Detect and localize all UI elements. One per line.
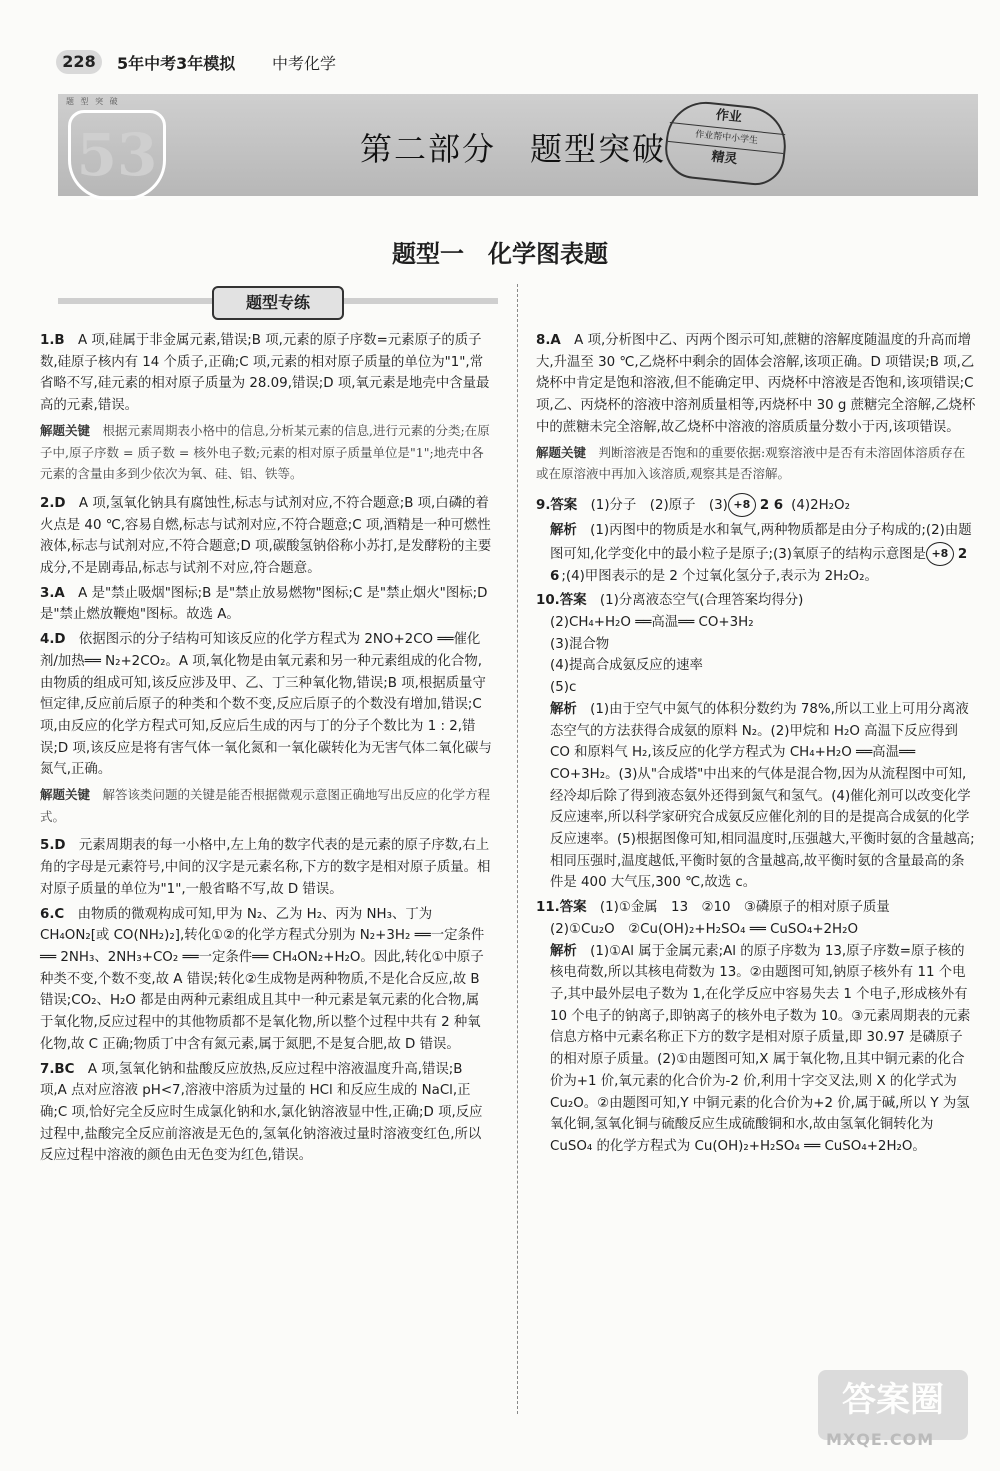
answer-line: (4)提高合成氨反应的速率 bbox=[550, 658, 703, 674]
item-text: 依据图示的分子结构可知该反应的化学方程式为 2NO+2CO ══催化剂/加热══ N₂+2CO₂。A 项,氧化物是由氧元素和另一种元素组成的化合物,由物质的组成可知,该反应涉及甲、乙、丁三种氧化物,错误;B 项,根据质量守恒定律,反应前后原子的种类和个数不变,反应后原子的个数没有增加,错误;C 项,由反应的化学方程式可知,反应后生成的丙与丁的分子个数比为 1 : 2,错误;D 项,该反应是将有害气体一氧化氮和一氧化碳转化为无害气体二氧化碳与氮气,正确。 bbox=[40, 632, 492, 778]
analysis-label: 解析 bbox=[550, 943, 577, 959]
watermark-logo: 答案圈 bbox=[818, 1370, 968, 1440]
analysis-text: (1)①Al 属于金属元素;Al 的原子序数为 13,原子序数=原子核的核电荷数,所以其核电荷数为 13。②由题图可知,钠原子核外有 11 个电子,其中最外层电子数为 1,在化学反应中容易失去 1 个电子,形成核外有 10 个电子的钠离子,即钠离子的核外电子数为 10。③元素周期表的元素信息方格中元素名称正下方的数字是相对原子质量,即 30.97 是磷原子的相对原子质量。(2)①由题图可知,X 属于氧化物,且其中铜元素的化合价为+1 价,氧元素的化合价为-2 价,利用十字交叉法,则 X 的化学式为 Cu₂O。②由题图可知,Y 中铜元素的化合价为+2 价,属于碱,所以 Y 为氢氧化铜,氢氧化铜与硫酸反应生成硫酸铜和水,故由氢氧化铜转化为 CuSO₄ 的化学方程式为 Cu(OH)₂+H₂SO₄ ══ CuSO₄+2H₂O。 bbox=[550, 943, 971, 1154]
answer-line: (2)CH₄+H₂O ══高温══ CO+3H₂ bbox=[550, 615, 754, 631]
item-number: 5.D bbox=[40, 838, 66, 854]
solution-tip bbox=[40, 420, 492, 485]
answer-line: (3)混合物 bbox=[550, 636, 610, 652]
answer-item bbox=[40, 904, 492, 1056]
series-title: 5年中考3年模拟 bbox=[117, 54, 236, 73]
item-number: 1.B bbox=[40, 333, 65, 348]
item-number: 6.C bbox=[40, 906, 65, 922]
practice-badge: 题型专练 bbox=[212, 286, 344, 320]
atom-shells: 2 6 bbox=[759, 497, 784, 513]
section-title: 题型一 化学图表题 bbox=[392, 239, 608, 268]
item-text-tail: (4)2H₂O₂ bbox=[791, 497, 850, 513]
answer-item bbox=[40, 583, 492, 626]
item-number: 11.答案 bbox=[536, 900, 587, 916]
left-column bbox=[40, 330, 492, 1170]
analysis bbox=[536, 520, 976, 587]
item-text: A 是"禁止吸烟"图标;B 是"禁止放易燃物"图标;C 是"禁止烟火"图标;D 是"禁止燃放鞭炮"图标。故选 A。 bbox=[40, 585, 488, 623]
answer-item bbox=[40, 330, 492, 417]
item-number: 4.D bbox=[40, 632, 66, 648]
analysis-text: (1)由于空气中氮气的体积分数约为 78%,所以工业上可用分离液态空气的方法获得合成氨的原料 N₂。(2)甲烷和 H₂O 高温下反应得到 CO 和原料气 H₂,该反应的化学方程式为 CH₄+H₂O ══高温══ CO+3H₂。(3)从"合成塔"中出来的气体是混合物,因为从流程图中可知,经冷却后除了得到液态氨外还得到氮气和氢气。(4)催化剂可以改变化学反应速率,所以科学家研究合成氨反应催化剂的目的是提高合成氨的化学反应速率。(5)根据图像可知,相同温度时,压强越大,平衡时氨的含量越高;相同压强时,温度越低,平衡时氨的含量越高,故平衡时氨的含量最高的条件是 400 大气压,300 ℃,故选 c。 bbox=[550, 701, 975, 891]
item-number: 7.BC bbox=[40, 1061, 75, 1077]
item-number: 8.A bbox=[536, 333, 561, 348]
answer-item bbox=[40, 835, 492, 900]
part-title: 第二部分 题型突破 bbox=[360, 130, 667, 168]
stamp-line-1: 作业 bbox=[715, 107, 743, 126]
tip-text: 判断溶液是否饱和的重要依据:观察溶液中是否有未溶固体溶质存在或在原溶液中再加入该溶质,观察其是否溶解。 bbox=[536, 444, 966, 482]
stamp-seal bbox=[662, 98, 789, 188]
item-text: 由物质的微观构成可知,甲为 N₂、乙为 H₂、丙为 NH₃、丁为 CH₄ON₂[或 CO(NH₂)₂],转化①②的化学方程式分别为 N₂+3H₂ ══一定条件══ 2NH₃、2NH₃+CO₂ ══一定条件══ CH₄ON₂+H₂O。因此,转化①中原子种类不变,个数不变,故 A 错误;转化②生成物是两种物质,不是化合反应,故 B 错误;CO₂、H₂O 都是由两种元素组成且其中一种元素是氧元素的化合物,属于氧化物,反应过程中的其他物质都不是氧化物,所以整个过程中共有 2 种氧化物,故 C 正确;物质丁中含有氮元素,属于氮肥,不是复合肥,故 D 错误。 bbox=[40, 906, 485, 1052]
item-text: A 项,氢氧化钠和盐酸反应放热,反应过程中溶液温度升高,错误;B 项,A 点对应溶液 pH<7,溶液中溶质为过量的 HCl 和反应生成的 NaCl,正确;C 项,恰好完全反应时生成氯化钠和水,氯化钠溶液显中性,正确;D 项,反应过程中,盐酸完全反应前溶液是无色的,氢氧化钠溶液过量时溶液变红色,所以反应过程中溶液的颜色由无色变为红色,错误。 bbox=[40, 1061, 483, 1164]
atom-diagram: +8 bbox=[728, 493, 756, 517]
solution-tip bbox=[40, 784, 492, 827]
item-text: A 项,氢氧化钠具有腐蚀性,标志与试剂对应,不符合题意;B 项,白磷的着火点是 40 ℃,容易自燃,标志与试剂对应,不符合题意;C 项,酒精是一种可燃性液体,标志与试剂对应,不符合题意;D 项,碳酸氢钠俗称小苏打,是发酵粉的主要成分,不是剧毒品,标志与试剂不对应,符合题意。 bbox=[40, 495, 492, 577]
item-number: 3.A bbox=[40, 585, 65, 601]
answer-line: (1)分离液态空气(合理答案均得分) bbox=[599, 593, 804, 609]
answer-item bbox=[40, 493, 492, 580]
stamp-line-3: 精灵 bbox=[710, 149, 739, 168]
column-divider bbox=[517, 284, 518, 1414]
answer-line: (5)c bbox=[550, 680, 577, 696]
analysis bbox=[536, 941, 976, 1158]
item-text: A 项,分析图中乙、丙两个图示可知,蔗糖的溶解度随温度的升高而增大,升温至 30 ℃,乙烧杯中剩余的固体会溶解,该项正确。D 项错误;B 项,乙烧杯中肯定是饱和溶液,但不能确定甲、丙烧杯中溶液是否饱和,该项错误;C 项,乙、丙烧杯的溶液中溶剂质量相等,丙烧杯中 30 g 蔗糖完全溶解,乙烧杯中的蔗糖未完全溶解,故乙烧杯中溶液的溶质质量分数小于丙,该项错误。 bbox=[536, 333, 976, 435]
banner-tags: 题 型 突 破 bbox=[66, 97, 120, 106]
answer-item bbox=[536, 897, 976, 919]
analysis-text: (1)丙图中的物质是水和氧气,两种物质都是由分子构成的;(2)由题图可知,化学变化中的最小粒子是原子;(3)氧原子的结构示意图是 bbox=[550, 522, 972, 562]
item-number: 10.答案 bbox=[536, 593, 587, 609]
item-number: 9.答案 bbox=[536, 497, 578, 513]
subject-title: 中考化学 bbox=[272, 54, 337, 73]
solution-tip bbox=[536, 442, 976, 485]
answer-line: (1)①金属 13 ②10 ③磷原子的相对原子质量 bbox=[599, 900, 890, 916]
stamp-line-2: 作业帮中小学生 bbox=[668, 122, 785, 154]
answer-item bbox=[536, 330, 976, 439]
tip-label: 解题关键 bbox=[40, 422, 91, 438]
answer-line: (2)①Cu₂O ②Cu(OH)₂+H₂SO₄ ══ CuSO₄+2H₂O bbox=[550, 921, 859, 937]
logo-53: 53 bbox=[68, 110, 166, 200]
item-text: 元素周期表的每一小格中,左上角的数字代表的是元素的原子序数,右上角的字母是元素符号,中间的汉字是元素名称,下方的数字是相对原子质量。相对原子质量的单位为"1",一般省略不写,故 D 错误。 bbox=[40, 838, 491, 897]
watermark-url: MXQE.COM bbox=[826, 1430, 935, 1449]
analysis bbox=[536, 699, 976, 894]
tip-text: 根据元素周期表小格中的信息,分析某元素的信息,进行元素的分类;在原子中,原子序数 = 质子数 = 核外电子数;元素的相对原子质量单位是"1";地壳中各元素的含量由多到少依次为氧、硅、铝、铁等。 bbox=[40, 422, 490, 482]
item-text: A 项,硅属于非金属元素,错误;B 项,元素的原子序数=元素原子的质子数,硅原子核内有 14 个质子,正确;C 项,元素的相对原子质量的单位为"1",常省略不写,硅元素的相对原子质量为 28.09,错误;D 项,氧元素是地壳中含量最高的元素,错误。 bbox=[40, 333, 490, 414]
answer-item bbox=[536, 590, 976, 612]
item-number: 2.D bbox=[40, 495, 66, 511]
item-text: (1)分子 (2)原子 (3) bbox=[590, 497, 728, 513]
analysis-text-tail: ;(4)甲图表示的是 2 个过氧化氢分子,表示为 2H₂O₂。 bbox=[561, 568, 878, 584]
analysis-label: 解析 bbox=[550, 522, 577, 538]
analysis-label: 解析 bbox=[550, 701, 577, 717]
right-column bbox=[536, 330, 976, 1161]
answer-item bbox=[40, 629, 492, 781]
tip-text: 解答该类问题的关键是能否根据微观示意图正确地写出反应的化学方程式。 bbox=[40, 787, 491, 824]
page-number: 228 bbox=[56, 50, 102, 74]
tip-label: 解题关键 bbox=[536, 444, 587, 460]
tip-label: 解题关键 bbox=[40, 787, 91, 803]
answer-item bbox=[536, 493, 976, 517]
answer-item bbox=[40, 1059, 492, 1168]
atom-shells: 2 6 bbox=[550, 546, 968, 584]
atom-diagram: +8 bbox=[926, 542, 954, 566]
